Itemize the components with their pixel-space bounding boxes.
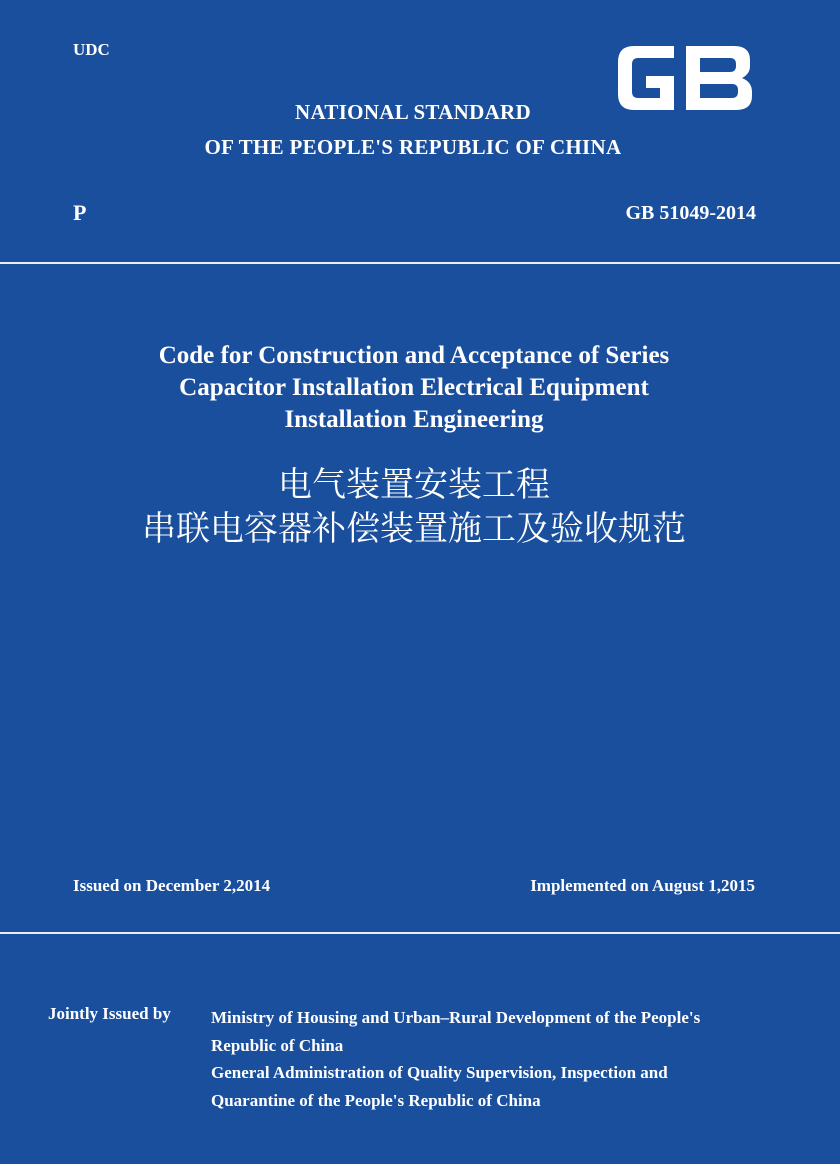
english-title	[0, 340, 840, 436]
implemented-date: Implemented on August 1,2015	[530, 876, 755, 895]
chinese-title-line: 串联电容器补偿装置施工及验收规范	[142, 509, 686, 549]
issuer-line: Quarantine of the People's Republic of China	[211, 1090, 541, 1110]
english-title-line: Installation Engineering	[284, 406, 544, 433]
issuer-line: Ministry of Housing and Urban–Rural Development of the People's	[211, 1008, 701, 1027]
issued-date: Issued on December 2,2014	[73, 876, 271, 895]
issuer-line: Republic of China	[211, 1035, 344, 1055]
category-code: P	[73, 200, 87, 225]
top-divider	[0, 262, 840, 264]
bottom-divider	[0, 932, 840, 934]
country-heading: OF THE PEOPLE'S REPUBLIC OF CHINA	[204, 135, 622, 159]
jointly-issued-label: Jointly Issued by	[48, 1004, 171, 1023]
chinese-title	[0, 463, 840, 551]
national-standard-heading: NATIONAL STANDARD	[295, 100, 531, 124]
udc-label: UDC	[73, 40, 110, 59]
issuing-authorities	[211, 1004, 811, 1114]
issuer-line: General Administration of Quality Supervision, Inspection and	[211, 1063, 668, 1082]
english-title-line: Code for Construction and Acceptance of Series	[158, 342, 670, 369]
standard-number: GB 51049-2014	[625, 202, 756, 224]
chinese-title-line: 电气装置安装工程	[278, 465, 550, 505]
english-title-line: Capacitor Installation Electrical Equipment	[179, 374, 649, 401]
